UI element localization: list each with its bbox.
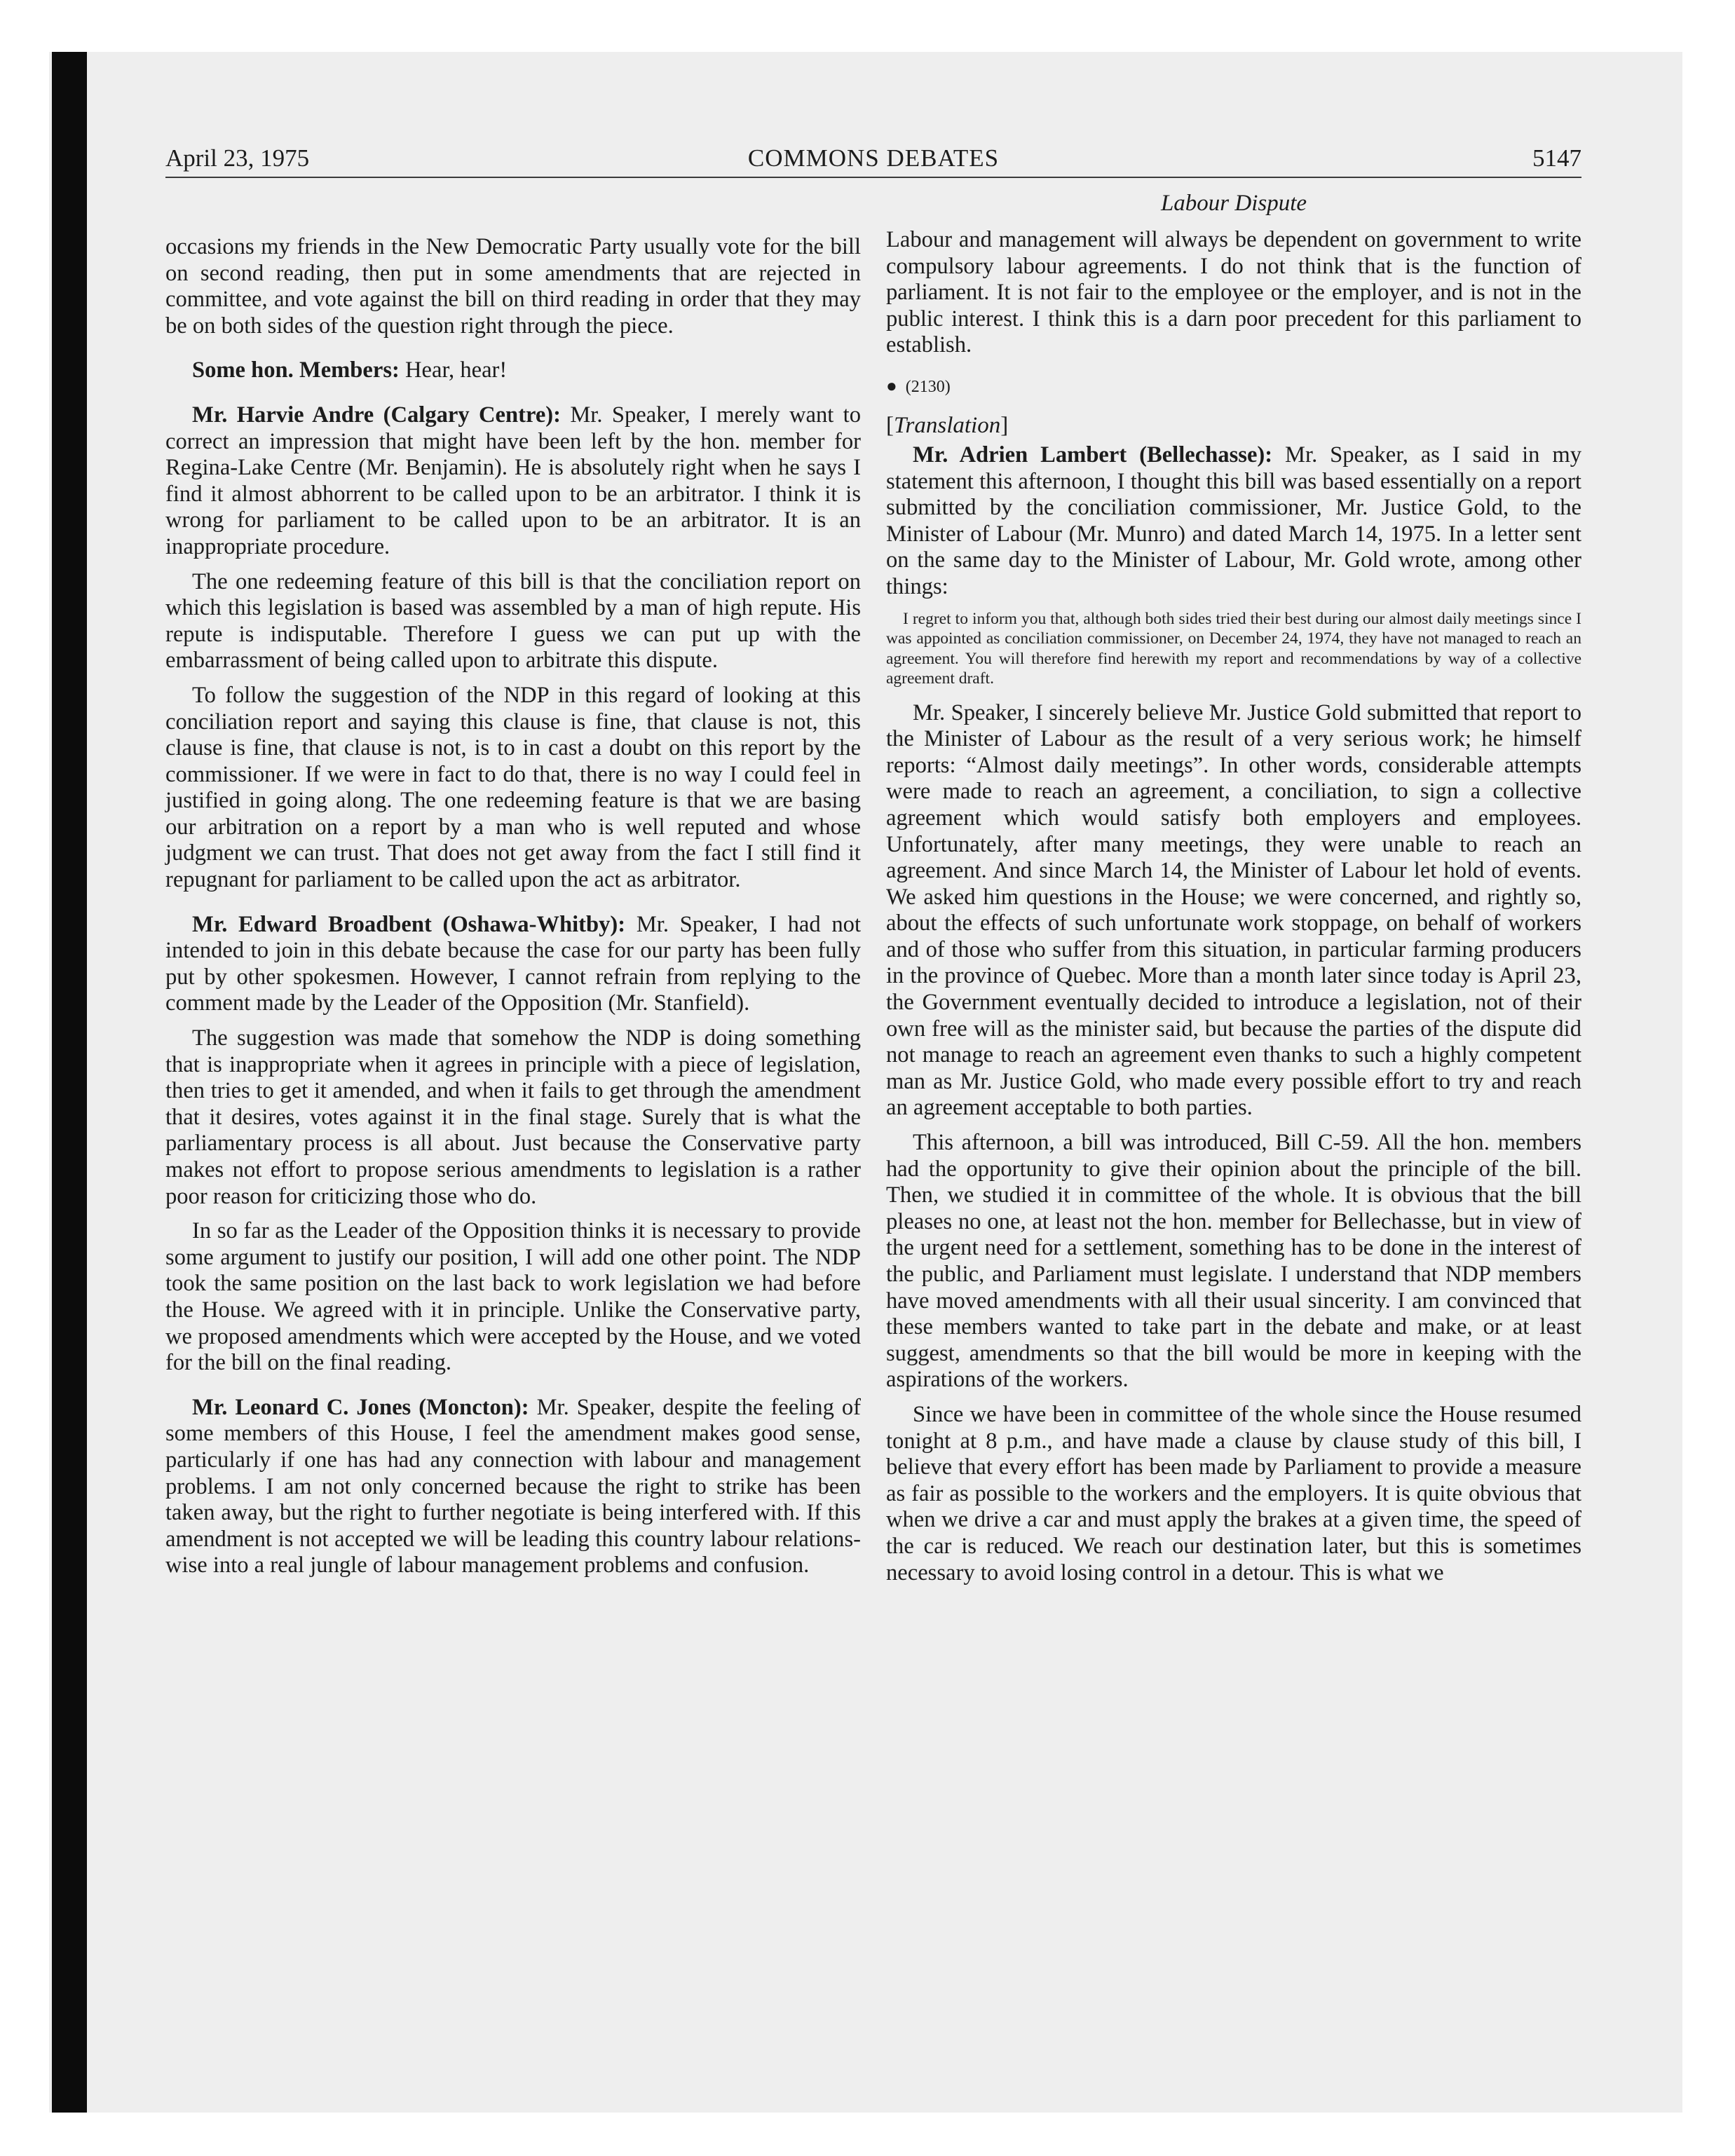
paragraph: The suggestion was made that somehow the NDP is doing something that is inappropriate when it agrees in principle with a piece of legislation, then tries to get it amended, and when it fails to get through the amendment that it desires, votes against it in the final stage. Surely that is what the parliamentary process is all about. Just because the Conservative party makes not effort to propose serious amendments to legislation is a rather poor reason for criticizing those who do. xyxy=(165,1025,861,1209)
header-date: April 23, 1975 xyxy=(165,144,310,172)
time-marker-text: (2130) xyxy=(905,377,951,396)
paragraph: This afternoon, a bill was introduced, Bill C-59. All the hon. members had the opportunity to give their opinion about the principle of the bill. Then, we studied it in committee of the whole. It is obvious that the bill pleases no one, at least not the hon. member for Bellechasse, but in view of the urgent need for a settlement, something has to be done in the interest of the public, and Parliament must legislate. I understand that NDP members have moved amendments with all their usual sincerity. I am convinced that these members wanted to take part in the debate and make, or at least suggest, amendments so that the bill would be more in keeping with the aspirations of the workers. xyxy=(886,1130,1581,1393)
speaker-name: Some hon. Members: xyxy=(192,357,400,383)
paragraph: To follow the suggestion of the NDP in this regard of looking at this conciliation report and saying this clause is fine, that clause is not, this clause is fine, that clause is not, is to in cast a doubt on this report by the commissioner. If we were in fact to do that, there is no way I could feel in justified in going along. The one redeeming feature is that we are basing our arbitration on a report by a man who is well reputed and whose judgment we can trust. That does not get away from the fact I still find it repugnant for parliament to be called upon the act as arbitrator. xyxy=(165,682,861,893)
bullet-icon: ● xyxy=(886,375,897,396)
running-header xyxy=(165,140,1581,178)
speech-paragraph xyxy=(165,1395,861,1579)
speaker-name: Mr. Leonard C. Jones (Moncton): xyxy=(192,1394,529,1420)
paragraph: The one redeeming feature of this bill is that the conciliation report on which this legislation is based was assembled by a man of high repute. His repute is indisputable. Therefore I guess we can put up with the embarrassment of being called upon to arbitrate this dispute. xyxy=(165,568,861,674)
paragraph: occasions my friends in the New Democratic Party usually vote for the bill on second reading, then put in some amendments that are rejected in committee, and vote against the bill on third reading in order that they may be on both sides of the question right through the piece. xyxy=(165,234,861,339)
speech-paragraph xyxy=(165,912,861,1017)
speech-text: Mr. Speaker, as I said in my statement this afternoon, I thought this bill was based essentially on a report submitted by the conciliation commissioner, Mr. Justice Gold, to the Minister of Labour (Mr. Munro) and dated March 14, 1975. In a letter sent on the same day to the Minister of Labour, Mr. Gold wrote, among other things: xyxy=(886,442,1581,599)
right-column xyxy=(886,189,1581,1595)
speech-paragraph xyxy=(165,357,861,384)
header-publication-title: COMMONS DEBATES xyxy=(747,144,1000,172)
speech-text: Mr. Speaker, I merely want to correct an impression that might have been left by the hon. member for Regina-Lake Centre (Mr. Benjamin). He is absolutely right when he says I find it almost abhorrent to be called upon to be an arbitrator. I think it is wrong for parliament to be called upon to be an arbitrator. It is an inappropriate procedure. xyxy=(165,402,861,559)
page-content xyxy=(165,140,1581,2089)
paragraph: Since we have been in committee of the whole since the House resumed tonight at 8 p.m., and have made a clause by clause study of this bill, I believe that every effort has been made by Parliament to provide a measure as fair as possible to the workers and the employers. It is quite obvious that when we drive a car and must apply the brakes at a given time, the speed of the car is reduced. We reach our destination later, but this is sometimes necessary to avoid losing control in a detour. This is what we xyxy=(886,1401,1581,1585)
speech-text: Mr. Speaker, despite the feeling of some members of this House, I feel the amendment makes good sense, particularly if one has had any connection with labour and management problems. I am not only concerned because the right to strike has been taken away, but the right to further negotiate is being interfered with. If this amendment is not accepted we will be leading this country labour relations-wise into a real jungle of labour management problems and confusion. xyxy=(165,1394,861,1578)
block-quote: I regret to inform you that, although both sides tried their best during our almost daily meetings since I was appointed as conciliation commissioner, on December 24, 1974, they have not managed to reach an agreement. You will therefore find herewith my report and recommendations by way of a collective agreement draft. xyxy=(886,609,1581,688)
speaker-name: Mr. Edward Broadbent (Oshawa-Whitby): xyxy=(192,911,626,937)
speaker-name: Mr. Adrien Lambert (Bellechasse): xyxy=(913,442,1273,468)
translation-label: [Translation] xyxy=(886,412,1009,438)
speaker-name: Mr. Harvie Andre (Calgary Centre): xyxy=(192,402,561,428)
speech-text: Mr. Speaker, I had not intended to join in this debate because the case for our party has been fully put by other spokesmen. However, I cannot refrain from replying to the comment made by the Leader of the Opposition (Mr. Stanfield). xyxy=(165,911,861,1016)
paragraph: In so far as the Leader of the Opposition thinks it is necessary to provide some argument to justify our position, I will add one other point. The NDP took the same position on the last back to work legislation we had before the House. We agreed with it in principle. Unlike the Conservative party, we proposed amendments which were accepted by the House, and we voted for the bill on the final reading. xyxy=(165,1218,861,1376)
speech-paragraph xyxy=(165,402,861,561)
translation-label-text: Translation xyxy=(894,412,1001,438)
binding-edge-shadow xyxy=(52,52,87,2113)
header-page-number: 5147 xyxy=(1532,144,1581,172)
left-column xyxy=(165,234,861,1588)
speech-text: Hear, hear! xyxy=(399,357,508,383)
speech-paragraph xyxy=(886,442,1581,601)
time-marker xyxy=(886,374,1581,399)
section-heading: Labour Dispute xyxy=(1160,191,1307,216)
paragraph: Labour and management will always be dependent on government to write compulsory labour agreements. I do not think that is the function of parliament. It is not fair to the employee or the employer, and is not in the public interest. I think this is a darn poor precedent for this parliament to establish. xyxy=(886,227,1581,358)
paragraph: Mr. Speaker, I sincerely believe Mr. Justice Gold submitted that report to the Minister of Labour as the result of a very serious work; he himself reports: “Almost daily meetings”. In other words, considerable attempts were made to reach an agreement, a conciliation, to sign a collective agreement which would satisfy both employers and employees. Unfortunately, after many meetings, they were unable to reach an agreement. And since March 14, the Minister of Labour let hold of events. We asked him questions in the House; we were concerned, and rightly so, about the effects of such unfortunate work stoppage, on behalf of workers and of those who suffer from this situation, in particular farming producers in the province of Quebec. More than a month later since today is April 23, the Government eventually decided to introduce a legislation, not of their own free will as the minister said, but because the parties of the dispute did not manage to reach an agreement even thanks to such a highly competent man as Mr. Justice Gold, who made every possible effort to try and reach an agreement acceptable to both parties. xyxy=(886,700,1581,1121)
